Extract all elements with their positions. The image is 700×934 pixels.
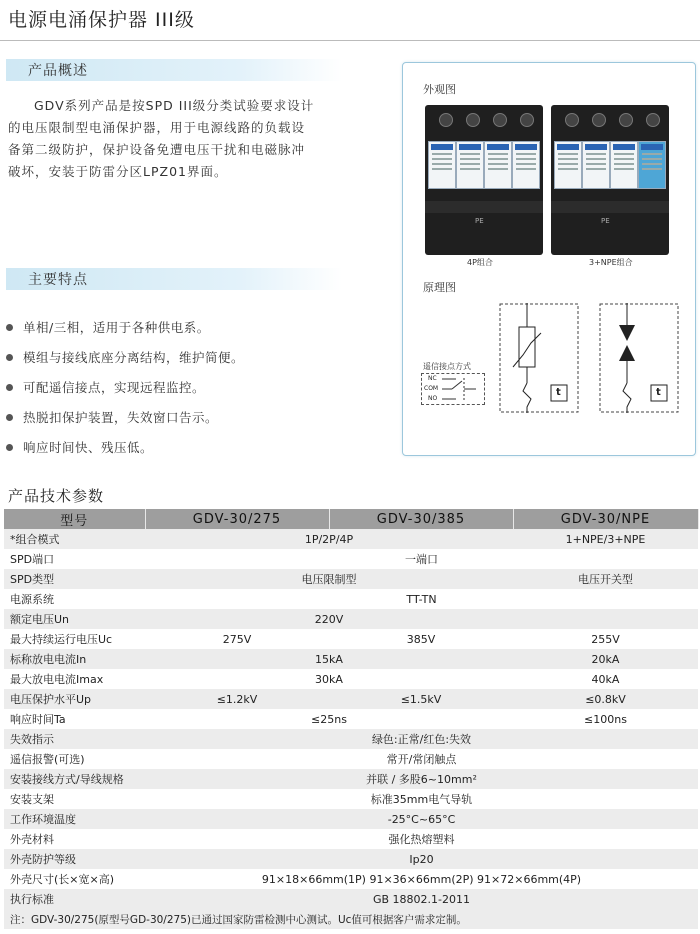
param-name-cell: 最大持续运行电压Uc bbox=[4, 629, 145, 649]
param-value-cell: 15kA bbox=[145, 649, 513, 669]
param-value-cell: 绿色:正常/红色:失效 bbox=[145, 729, 698, 749]
schematic-label: 原理图 bbox=[423, 281, 456, 294]
params-heading: 产品技术参数 bbox=[8, 487, 105, 505]
header-cell: 型号 bbox=[4, 509, 145, 529]
param-value-cell: 1P/2P/4P bbox=[145, 529, 513, 549]
nc-label: NC bbox=[428, 375, 437, 382]
param-value-cell: 常开/常闭触点 bbox=[145, 749, 698, 769]
param-value-cell: 255V bbox=[513, 629, 698, 649]
page-title: 电源电涌保护器 III级 bbox=[8, 9, 195, 31]
overview-line: 备第二级防护，保护设备免遭电压干扰和电磁脉冲 bbox=[8, 142, 306, 157]
param-name-cell: 最大放电电流Imax bbox=[4, 669, 145, 689]
table-row bbox=[4, 649, 698, 669]
com-label: COM bbox=[424, 385, 439, 392]
param-name-cell: 外壳尺寸(长×宽×高) bbox=[4, 869, 145, 889]
table-row bbox=[4, 809, 698, 829]
param-value-cell: 一端口 bbox=[145, 549, 698, 569]
param-name-cell: 外壳防护等级 bbox=[4, 849, 145, 869]
feature-item: 响应时间快、残压低。 bbox=[6, 432, 244, 462]
param-value-cell: 40kA bbox=[513, 669, 698, 689]
overview-text bbox=[8, 95, 348, 183]
param-value-cell: 标准35mm电气导轨 bbox=[145, 789, 698, 809]
param-name-cell: *组合模式 bbox=[4, 529, 145, 549]
table-row bbox=[4, 529, 698, 549]
param-value-cell: ≤1.5kV bbox=[329, 689, 513, 709]
module-4p-image bbox=[425, 105, 543, 255]
params-table bbox=[4, 509, 699, 929]
overview-section-bar bbox=[6, 59, 342, 81]
param-name-cell: 响应时间Ta bbox=[4, 709, 145, 729]
table-row bbox=[4, 749, 698, 769]
param-name-cell: 外壳材料 bbox=[4, 829, 145, 849]
param-name-cell: SPD类型 bbox=[4, 569, 145, 589]
param-name-cell: 失效指示 bbox=[4, 729, 145, 749]
feature-item: 单相/三相，适用于各种供电系。 bbox=[6, 312, 244, 342]
param-value-cell: ≤100ns bbox=[513, 709, 698, 729]
remote-contact-diagram bbox=[421, 373, 485, 405]
param-name-cell: 遥信报警(可选) bbox=[4, 749, 145, 769]
bullet-icon bbox=[6, 324, 13, 331]
table-note: 注：GDV-30/275(原型号GD-30/275)已通过国家防雷检测中心测试。Uc值可根据客户需求定制。 bbox=[4, 909, 698, 929]
header-cell: GDV-30/385 bbox=[329, 509, 513, 529]
thermal-t-label-2: t bbox=[656, 387, 661, 398]
param-value-cell bbox=[513, 609, 698, 629]
table-row bbox=[4, 689, 698, 709]
switch-contact-icon bbox=[442, 374, 482, 404]
product-panel bbox=[402, 62, 696, 456]
remote-label: 遥信接点方式 bbox=[423, 362, 471, 371]
table-row bbox=[4, 609, 698, 629]
param-value-cell: 275V bbox=[145, 629, 329, 649]
param-value-cell: 电压开关型 bbox=[513, 569, 698, 589]
table-note-row bbox=[4, 909, 698, 929]
pe-label: PE bbox=[601, 217, 610, 225]
bullet-icon bbox=[6, 384, 13, 391]
param-name-cell: 标称放电电流In bbox=[4, 649, 145, 669]
param-value-cell: 强化热熔塑料 bbox=[145, 829, 698, 849]
param-value-cell: 220V bbox=[145, 609, 513, 629]
header-cell: GDV-30/275 bbox=[145, 509, 329, 529]
param-value-cell: 30kA bbox=[145, 669, 513, 689]
caption-3npe: 3+NPE组合 bbox=[589, 258, 633, 267]
param-name-cell: 额定电压Un bbox=[4, 609, 145, 629]
param-name-cell: 安装支架 bbox=[4, 789, 145, 809]
bullet-icon bbox=[6, 354, 13, 361]
bullet-icon bbox=[6, 414, 13, 421]
param-name-cell: 工作环境温度 bbox=[4, 809, 145, 829]
table-row bbox=[4, 829, 698, 849]
feature-item: 可配遥信接点，实现远程监控。 bbox=[6, 372, 244, 402]
table-row bbox=[4, 869, 698, 889]
param-value-cell: 20kA bbox=[513, 649, 698, 669]
param-name-cell: 电压保护水平Up bbox=[4, 689, 145, 709]
table-row bbox=[4, 629, 698, 649]
table-row bbox=[4, 789, 698, 809]
caption-4p: 4P组合 bbox=[467, 258, 493, 267]
feature-list bbox=[6, 312, 244, 462]
table-row bbox=[4, 769, 698, 789]
header-cell: GDV-30/NPE bbox=[513, 509, 698, 529]
param-value-cell: TT-TN bbox=[145, 589, 698, 609]
title-divider bbox=[0, 40, 700, 41]
table-row bbox=[4, 729, 698, 749]
param-value-cell: 电压限制型 bbox=[145, 569, 513, 589]
param-value-cell: ≤1.2kV bbox=[145, 689, 329, 709]
table-row bbox=[4, 849, 698, 869]
param-name-cell: 电源系统 bbox=[4, 589, 145, 609]
param-name-cell: SPD端口 bbox=[4, 549, 145, 569]
overview-line: 破坏，安装于防雷分区LPZ01界面。 bbox=[8, 164, 228, 179]
table-row bbox=[4, 569, 698, 589]
features-heading: 主要特点 bbox=[28, 272, 88, 288]
feature-item: 热脱扣保护装置，失效窗口告示。 bbox=[6, 402, 244, 432]
param-name-cell: 执行标准 bbox=[4, 889, 145, 909]
module-3npe-image bbox=[551, 105, 669, 255]
param-value-cell: ≤0.8kV bbox=[513, 689, 698, 709]
overview-heading: 产品概述 bbox=[28, 63, 88, 79]
varistor-schematic-icon bbox=[499, 303, 579, 413]
param-name-cell: 安装接线方式/导线规格 bbox=[4, 769, 145, 789]
table-row bbox=[4, 589, 698, 609]
param-value-cell: 385V bbox=[329, 629, 513, 649]
param-value-cell: ≤25ns bbox=[145, 709, 513, 729]
pe-label: PE bbox=[475, 217, 484, 225]
param-value-cell: -25°C~65°C bbox=[145, 809, 698, 829]
table-row bbox=[4, 669, 698, 689]
param-value-cell: 91×18×66mm(1P) 91×36×66mm(2P) 91×72×66mm(4P) bbox=[145, 869, 698, 889]
param-value-cell: 并联 / 多股6~10mm² bbox=[145, 769, 698, 789]
spark-gap-schematic-icon bbox=[599, 303, 679, 413]
bullet-icon bbox=[6, 444, 13, 451]
param-value-cell: 1+NPE/3+NPE bbox=[513, 529, 698, 549]
table-row bbox=[4, 889, 698, 909]
overview-line: 的电压限制型电涌保护器，用于电源线路的负载设 bbox=[8, 120, 306, 135]
feature-item: 模组与接线底座分离结构，维护简便。 bbox=[6, 342, 244, 372]
param-value-cell: Ip20 bbox=[145, 849, 698, 869]
features-section-bar bbox=[6, 268, 342, 290]
table-row bbox=[4, 549, 698, 569]
table-header-row bbox=[4, 509, 698, 529]
thermal-t-label-1: t bbox=[556, 387, 561, 398]
param-value-cell: GB 18802.1-2011 bbox=[145, 889, 698, 909]
table-row bbox=[4, 709, 698, 729]
no-label: NO bbox=[428, 395, 438, 402]
appearance-label: 外观图 bbox=[423, 83, 456, 96]
overview-line: GDV系列产品是按SPD III级分类试验要求设计 bbox=[34, 98, 315, 113]
